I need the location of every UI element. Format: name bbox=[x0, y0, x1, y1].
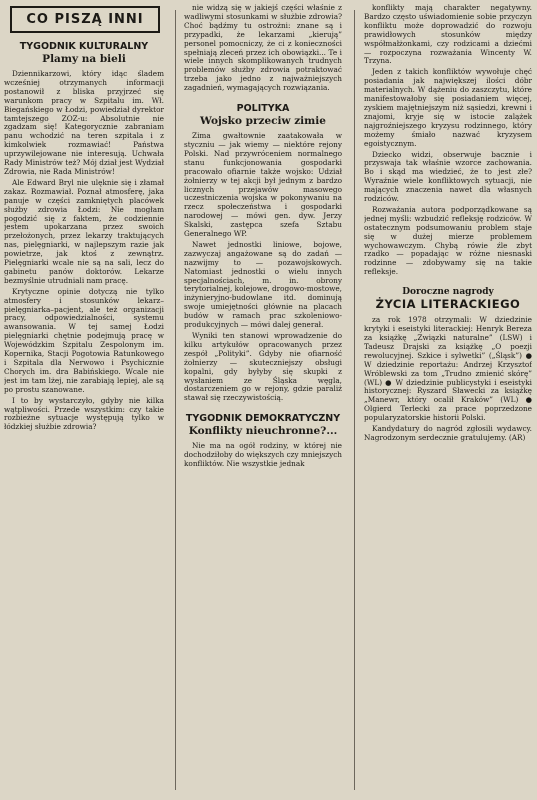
paragraph: I to by wystarczyło, gdyby nie kilka wątpliwości. Przede wszystkim: czy takie rozbieżne sytuacje występują tylko w łódzkiej służbie zdrowia? bbox=[4, 395, 164, 432]
paragraph: Nie ma na ogół rodziny, w której nie dochodziłoby do większych czy mniejszych konfliktów. Nie wszystkie jednak bbox=[184, 441, 342, 469]
paragraph: Ale Edward Bryl nie ulęknie się i złamał zakaz. Rozmawiał. Poznał atmosferę, jaka panuje w części zamkniętych placówek służby zdrowia Łodzi: Nie mogłam pogodzić się z faktem, że codziennie jestem upokarzana przez swoich przełożonych, przez lekarzy traktujących nas, pielęgniarki, w najlepszym razie jak powietrze, jak ktoś z zewnątrz. Pielęgniarki wcale nie są na sali, lecz do gabinetu panów doktorów. Lekarze bezmyślnie utrudniali nam pracę. bbox=[4, 177, 164, 285]
paragraph: za rok 1978 otrzymali: W dziedzinie krytyki i eseistyki literackiej: Henryk Bereza za książkę „Związki naturalne” (LSW) i Tadeusz Drajski za książkę „O poezji rewolucyjnej. Szkice i sylwetki” („Śląsk”) ● W dziedzinie reportażu: Andrzej Krzysztof Wróblewski za tom „Trudno zmienić skórę” (WL) ● W dziedzinie publicystyki i eseistyki historycznej: Ryszard Sławecki za książkę „Manewr, który ocalił Kraków” (WL) ● Olgierd Terlecki za prace poprzedzone popularyzatorskie historii Polski. bbox=[364, 315, 532, 423]
paragraph: Jeden z takich konfliktów wywołuje chęć posiadania jak największej ilości dóbr materialnych. W dążeniu do zaszczytu, które manifestowałoby się posiadaniem więcej, zyskiem majętniejszym niż sąsiedzi, krewni i znajomi, kryje się w istocie zalążek najgroźniejszego kryzysu rodzinnego, który możemy śmiało nazwać kryzysem egoistycznym. bbox=[364, 67, 532, 148]
source-title: TYGODNIK KULTURALNY bbox=[19, 41, 149, 52]
source-title: TYGODNIK DEMOKRATYCZNY bbox=[185, 413, 341, 425]
article-headline: Plamy na bieli bbox=[42, 53, 126, 65]
paragraph: Wyniki ten stanowi wprowadzenie do kilku artykułów opracowanych przez zespół „Polityki”. Gdyby nie ofiarność żołnierzy — skuteczniejszy obsługi kopalni, gdy byłyby się skupki z wysłaniem ze Śląska węgla, dostarczeniem go w rejony, gdzie paraliż stawał się rzeczywistością. bbox=[184, 331, 342, 403]
award-kicker: Doroczne nagrody bbox=[402, 287, 494, 298]
column-divider bbox=[354, 10, 355, 790]
column-1 bbox=[4, 4, 164, 796]
paragraph: Nawet jednostki liniowe, bojowe, zazwyczaj angażowane są do zadań — nazwijmy to — pozawojskowych. Natomiast jednostki o wielu innych specjalnościach, m. in. obrony terytorialnej, kolejowe, drogowo-mostowe, inżynieryjno-budowlane itd. dominują swoje umiejętności głównie na placach budów w ramach prac szkoleniowo-produkcyjnych — mówi dalej generał. bbox=[184, 239, 342, 330]
paragraph: konflikty mają charakter negatywny. Bardzo często uświadomienie sobie przyczyn konfliktu może doprowadzić do rozwoju prawidłowych stosunków między współmałżonkami, czy rodzicami a dziećmi — rozpoczyna rozważania Wincenty W. Trzyna. bbox=[364, 4, 532, 66]
paragraph: Dziecko widzi, obserwuje bacznie i przyswaja tak właśnie wzorce zachowania. Bo i skąd ma wiedzieć, że to jest złe? Wyraźnie wiele konfliktowych sytuacji, nie mających znaczenia nawet dla własnych rodziców. bbox=[364, 149, 532, 204]
article-headline: Konflikty nieuchronne?... bbox=[188, 425, 338, 438]
article-headline: ŻYCIA LITERACKIEGO bbox=[375, 297, 521, 312]
newspaper-page bbox=[4, 4, 533, 796]
column-3 bbox=[364, 4, 532, 796]
paragraph: Zima gwałtownie zaatakowała w styczniu — jak wiemy — niektóre rejony Polski. Nad przywróceniem normalnego stanu funkcjonowania gospodarki pracowało ofiarnie także wojsko: Udział żołnierzy w tej akcji był jednym z bardzo licznych przejawów masowego uczestniczenia wojska w pokonywaniu na rzecz społeczeństwa i gospodarki narodowej — mówi gen. dyw. Jerzy Skalski, zastępca szefa Sztabu Generalnego WP. bbox=[184, 131, 342, 239]
paragraph: Rozważania autora podporządkowane są jednej myśli: wzbudzić refleksję rodziców. W ostatecznym podsumowaniu problem staje się w dużej mierze problemem wychowawczym. Chybą rówie źle zbyt rzadko — popadając w różne niesnaski rodzinne — zdobywamy się na takie refleksje. bbox=[364, 204, 532, 277]
paragraph: Dziennikarzowi, który idąc śladem wcześniej otrzymanych informacji postanowił z bliska przyjrzeć się warunkom pracy w Szpitalu im. Wł. Biegańskiego w Łodzi, powiedział dyrektor tamtejszego ZOZ-u: Absolutnie nie zgadzam się! Kategorycznie zabraniam panu wchodzić na teren szpitala i z kimkolwiek rozmawiać! Państwa uprzywilejowane nie interesują. Uchwała Rady Ministrów też? Mój dział jest Wydział Zdrowia, nie Rada Ministrów! bbox=[4, 69, 164, 176]
column-2 bbox=[184, 4, 342, 796]
article-headline: Wojsko przeciw zimie bbox=[200, 115, 326, 128]
source-title: POLITYKA bbox=[236, 103, 290, 115]
paragraph: Kandydatury do nagród zgłosili wydawcy. Nagrodzonym serdecznie gratulujemy. (AR) bbox=[364, 424, 532, 442]
paragraph: Krytyczne opinie dotyczą nie tylko atmosfery i stosunków lekarz–pielęgniarka–pacjent, ale też organizacji pracy, odpowiedzialności, systemu awansowania. W tej samej Łodzi pielęgniarki chętnie podejmują pracę w Wojewódzkim Szpitalu Zespolonym im. Kopernika, Stacji Pogotowia Ratunkowego i Szpitala dla Nerwowo i Psychicznie Chorych im. dra Babińskiego. Wcale nie jest im tam lżej, nie zarabiają lepiej, ale są po prostu szanowane. bbox=[4, 286, 164, 394]
column-divider bbox=[175, 10, 176, 790]
section-banner: CO PISZĄ INNI bbox=[10, 6, 160, 33]
paragraph: nie widzą się w jakiejś części właśnie z wadliwymi stosunkami w służbie zdrowia? Choć bądźmy tu ostrożni: znane są i przypadki, że lekarzami „kierują” personel pomocniczy, że ci z konieczności spełniają zleceń przez ich obowiązki... Te i wiele innych skomplikowanych trudnych problemów służby zdrowia potraktować trzeba jako jedno z najważniejszych zagadnień, wymagających rozwiązania. bbox=[184, 4, 342, 93]
